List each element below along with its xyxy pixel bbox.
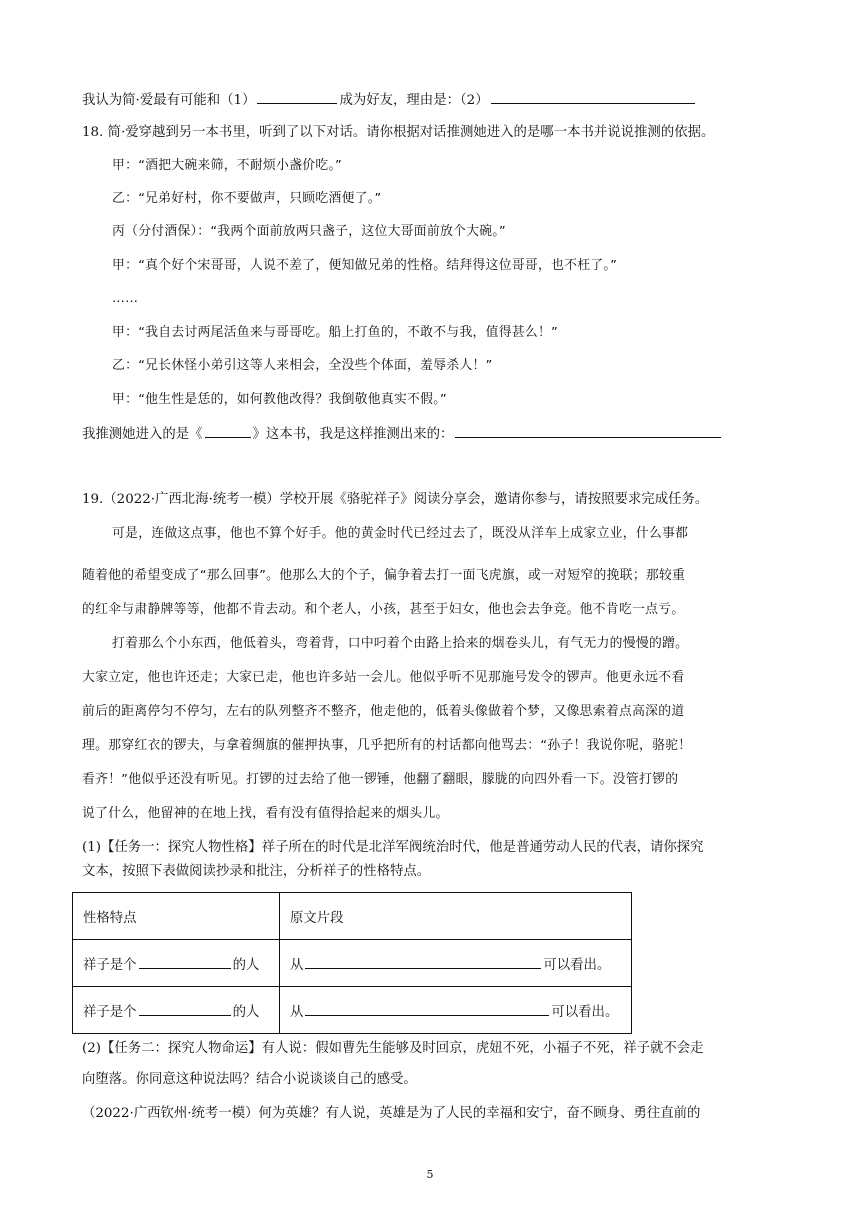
- table-header-row: [73, 893, 632, 940]
- trait-blank[interactable]: [139, 955, 231, 969]
- next-question-line: （2022·广西钦州·统考一模）何为英雄？有人说，英雄是为了人民的幸福和安宁，奋不顾身、勇往直前的: [82, 1106, 701, 1121]
- excerpt-cell: 从 可以看出。: [280, 940, 632, 987]
- trait-cell: 祥子是个 的人: [73, 987, 280, 1034]
- question-19: 19.（2022·广西北海·统考一模）学校开展《骆驼祥子》阅读分享会，邀请你参与，请按照要求完成任务。: [82, 492, 709, 507]
- reading-notes-table: [72, 892, 632, 1034]
- question-18: 18. 简·爱穿越到另一本书里，听到了以下对话。请你根据对话推测她进入的是哪一本书并说说推测的依据。: [82, 125, 715, 140]
- passage-line: 理。那穿红衣的锣夫，与拿着绸旗的催押执事，几乎把所有的村话都向他骂去：“孙子！我说你呢，骆驼！: [82, 738, 692, 753]
- passage-line: 打着那么个小东西，他低着头，弯着背，口中叼着个由路上拾来的烟卷头儿，有气无力的慢慢的蹭。: [112, 636, 689, 651]
- dialogue-line: 甲：“我自去讨两尾活鱼来与哥哥吃。船上打鱼的，不敢不与我，值得甚么！”: [112, 325, 559, 340]
- dialogue-line: 乙：“兄长休怪小弟引这等人来相会，全没些个体面，羞辱杀人！”: [112, 358, 493, 373]
- table-header-cell: 原文片段: [280, 893, 632, 940]
- trait-blank[interactable]: [139, 1002, 231, 1016]
- dialogue-line: 甲：“真个好个宋哥哥，人说不差了，便知做兄弟的性格。结拜得这位哥哥，也不枉了。”: [112, 258, 618, 273]
- answer-blank[interactable]: [257, 90, 337, 104]
- task-1-line-2: 文本，按照下表做阅读抄录和批注，分析祥子的性格特点。: [82, 864, 431, 879]
- q17-prompt-1: 我认为简·爱最有可能和（1）: [82, 93, 256, 108]
- page-number: 5: [426, 1168, 434, 1181]
- answer-blank[interactable]: [491, 90, 695, 104]
- excerpt-blank[interactable]: [305, 955, 541, 969]
- passage-line: 看齐！”他似乎还没有听见。打锣的过去给了他一锣锤，他翻了翻眼，朦胧的向四外看一下。没管打锣的: [82, 772, 679, 787]
- passage-line: 的红伞与肃静牌等等，他都不肯去动。和个老人，小孩，甚至于妇女，他也会去争竞。他不肯吃一点亏。: [82, 602, 685, 617]
- trait-cell: 祥子是个 的人: [73, 940, 280, 987]
- table-header-cell: 性格特点: [73, 893, 280, 940]
- dialogue-line: 丙（分付酒保）：“我两个面前放两只盏子，这位大哥面前放个大碗。”: [112, 224, 506, 239]
- task-2-line-1: (2)【任务二：探究人物命运】有人说：假如曹先生能够及时回京，虎妞不死，小福子不死，祥子就不会走: [82, 1041, 704, 1056]
- ellipsis: ……: [112, 291, 139, 306]
- answer-blank[interactable]: [455, 424, 721, 438]
- q17-answer-line: [82, 90, 697, 111]
- table-row: [73, 940, 632, 987]
- dialogue-line: 乙：“兄弟好村，你不要做声，只顾吃酒便了。”: [112, 191, 382, 206]
- excerpt-blank[interactable]: [305, 1002, 549, 1016]
- q18-answer-line: [82, 424, 723, 445]
- task-1-line-1: (1)【任务一：探究人物性格】祥子所在的时代是北洋军阀统治时代，他是普通劳动人民的代表，请你探究: [82, 840, 704, 855]
- answer-blank[interactable]: [205, 424, 251, 438]
- passage-line: 大家立定，他也许还走；大家已走，他也许多站一会儿。他似乎听不见那施号发令的锣声。他更永远不看: [82, 670, 685, 685]
- excerpt-cell: 从 可以看出。: [280, 987, 632, 1034]
- passage-line: 可是，连做这点事，他也不算个好手。他的黄金时代已经过去了，既没从洋车上成家立业，什么事都: [112, 526, 689, 541]
- table-row: [73, 987, 632, 1034]
- q18-prompt-2: 》这本书，我是这样推测出来的：: [252, 427, 454, 442]
- passage-line: 随着他的希望变成了“那么回事”。他那么大的个子，偏争着去打一面飞虎旗，或一对短窄的挽联；那较重: [82, 568, 686, 583]
- q18-prompt-1: 我推测她进入的是《: [82, 427, 203, 442]
- q17-prompt-2: 成为好友，理由是：（2）: [339, 93, 489, 108]
- task-2-line-2: 向堕落。你同意这种说法吗？结合小说谈谈自己的感受。: [82, 1072, 417, 1087]
- dialogue-line: 甲：“酒把大碗来筛，不耐烦小盏价吃。”: [112, 158, 343, 173]
- dialogue-line: 甲：“他生性是恁的，如何教他改得？我倒敬他真实不假。”: [112, 392, 447, 407]
- passage-line: 说了什么，他留神的在地上找，看有没有值得拾起来的烟头儿。: [82, 806, 449, 821]
- passage-line: 前后的距离停匀不停匀，左右的队列整齐不整齐，他走他的，低着头像做着个梦，又像思索着点高深的道: [82, 704, 685, 719]
